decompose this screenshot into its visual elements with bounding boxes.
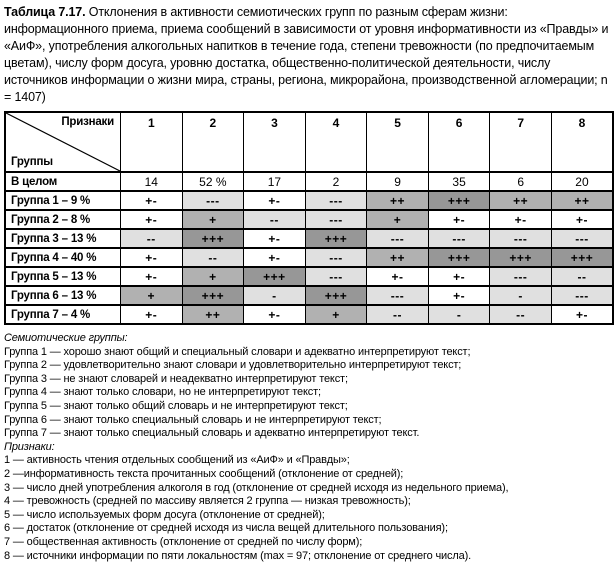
- deviation-cell: ++: [551, 191, 613, 210]
- column-header: 4: [305, 112, 367, 172]
- group-row: [5, 210, 613, 229]
- deviation-cell: ---: [305, 267, 367, 286]
- deviation-cell: +-: [428, 210, 490, 229]
- column-header: 3: [244, 112, 306, 172]
- deviation-cell: +-: [244, 248, 306, 267]
- deviation-cell: +: [367, 210, 429, 229]
- deviation-cell: --: [551, 267, 613, 286]
- deviation-cell: ---: [551, 229, 613, 248]
- deviation-cell: +-: [428, 267, 490, 286]
- deviation-cell: +-: [244, 229, 306, 248]
- deviation-cell: +-: [244, 191, 306, 210]
- groups-legend-list: [4, 346, 616, 441]
- deviation-cell: +-: [367, 267, 429, 286]
- overall-value-cell: 35: [428, 172, 490, 191]
- overall-value-cell: 14: [121, 172, 183, 191]
- deviation-cell: ---: [551, 286, 613, 305]
- deviation-cell: ---: [305, 248, 367, 267]
- legend-item: 3 — число дней употребления алкоголя в год (отклонение от средней исходя из недельного приема),: [4, 482, 616, 496]
- deviation-cell: ---: [367, 286, 429, 305]
- group-row: [5, 286, 613, 305]
- deviation-cell: --: [121, 229, 183, 248]
- caption-text: Отклонения в активности семиотических групп по разным сферам жизни: информационного приема, приема сообщений в зависимости от уровня информативности из «Правды» и «АиФ», употребления алкогольных напитков в течение года, степени тревожности (по предпочитаемым цветам), числу форм досуга, уровню достатка, общественно-политической деятельности, числу источников информации о жизни мира, страны, региона, микрорайона, производственной агломерации; n = 1407): [4, 5, 608, 104]
- deviation-cell: -: [428, 305, 490, 324]
- group-row: [5, 191, 613, 210]
- row-label: Группа 7 – 4 %: [5, 305, 121, 324]
- deviation-cell: ++: [367, 191, 429, 210]
- deviation-cell: --: [182, 248, 244, 267]
- deviation-cell: ---: [305, 191, 367, 210]
- row-label: Группа 1 – 9 %: [5, 191, 121, 210]
- deviation-cell: +++: [490, 248, 552, 267]
- overall-value-cell: 52 %: [182, 172, 244, 191]
- overall-value-cell: 17: [244, 172, 306, 191]
- legend-item: 6 — достаток (отклонение от средней исходя из числа вещей длительного пользования);: [4, 522, 616, 536]
- deviation-cell: +++: [182, 286, 244, 305]
- column-header: 2: [182, 112, 244, 172]
- deviation-cell: +-: [121, 210, 183, 229]
- deviation-cell: +: [305, 305, 367, 324]
- legend-item: Группа 7 — знают только специальный словарь и адекватно интерпретируют текст.: [4, 427, 616, 441]
- overall-row: [5, 172, 613, 191]
- deviation-cell: +-: [244, 305, 306, 324]
- legend-item: 4 — тревожность (средней по массиву является 2 группа — низкая тревожность);: [4, 495, 616, 509]
- deviation-cell: +++: [551, 248, 613, 267]
- overall-value-cell: 9: [367, 172, 429, 191]
- deviation-cell: +-: [121, 248, 183, 267]
- group-row: [5, 248, 613, 267]
- deviation-cell: +: [182, 267, 244, 286]
- deviation-cell: +-: [428, 286, 490, 305]
- legend-item: 8 — источники информации по пяти локальностям (max = 97; отклонение от среднего числа).: [4, 550, 616, 563]
- features-legend-heading: Признаки:: [4, 441, 616, 455]
- deviation-cell: -: [490, 286, 552, 305]
- column-header: 1: [121, 112, 183, 172]
- header-row: [5, 112, 613, 172]
- overall-value-cell: 20: [551, 172, 613, 191]
- row-label: Группа 3 – 13 %: [5, 229, 121, 248]
- corner-cell: [5, 112, 121, 172]
- column-header: 8: [551, 112, 613, 172]
- deviation-cell: +++: [305, 286, 367, 305]
- group-row: [5, 267, 613, 286]
- deviation-cell: +++: [244, 267, 306, 286]
- deviation-cell: +-: [551, 210, 613, 229]
- table-caption: [4, 4, 612, 106]
- legend-item: Группа 3 — не знают словарей и неадекватно интерпретируют текст;: [4, 373, 616, 387]
- table-body: [5, 172, 613, 324]
- legend-item: 1 — активность чтения отдельных сообщений из «АиФ» и «Правды»;: [4, 454, 616, 468]
- deviation-cell: +-: [490, 210, 552, 229]
- row-label: Группа 2 – 8 %: [5, 210, 121, 229]
- overall-value-cell: 6: [490, 172, 552, 191]
- corner-label-groups: Группы: [11, 156, 53, 168]
- group-row: [5, 305, 613, 324]
- row-label: Группа 4 – 40 %: [5, 248, 121, 267]
- deviation-cell: +++: [428, 191, 490, 210]
- row-label: Группа 5 – 13 %: [5, 267, 121, 286]
- deviation-cell: --: [367, 305, 429, 324]
- legend-item: 7 — общественная активность (отклонение от средней по числу форм);: [4, 536, 616, 550]
- legend-item: Группа 6 — знают только специальный словарь и не интерпретируют текст;: [4, 414, 616, 428]
- legend-item: Группа 4 — знают только словари, но не интерпретируют текст;: [4, 386, 616, 400]
- deviation-cell: +-: [551, 305, 613, 324]
- deviation-cell: +++: [428, 248, 490, 267]
- deviation-cell: ---: [367, 229, 429, 248]
- corner-label-features: Признаки: [61, 116, 114, 128]
- deviation-cell: +: [182, 210, 244, 229]
- legend-item: 2 —информативность текста прочитанных сообщений (отклонение от средней);: [4, 468, 616, 482]
- legend-item: Группа 1 — хорошо знают общий и специальный словари и адекватно интерпретируют текст;: [4, 346, 616, 360]
- deviation-cell: -: [244, 286, 306, 305]
- deviation-cell: ---: [305, 210, 367, 229]
- deviation-cell: +-: [121, 305, 183, 324]
- deviation-cell: --: [490, 305, 552, 324]
- groups-legend-heading: Семиотические группы:: [4, 332, 616, 346]
- legend-item: Группа 5 — знают только общий словарь и не интерпретируют текст;: [4, 400, 616, 414]
- row-label: Группа 6 – 13 %: [5, 286, 121, 305]
- deviation-cell: ++: [367, 248, 429, 267]
- deviation-cell: +: [121, 286, 183, 305]
- column-header: 5: [367, 112, 429, 172]
- footnotes: [4, 332, 616, 563]
- deviation-cell: +-: [121, 267, 183, 286]
- deviation-cell: ---: [182, 191, 244, 210]
- deviation-cell: ---: [490, 229, 552, 248]
- deviation-cell: ++: [490, 191, 552, 210]
- deviation-cell: +++: [182, 229, 244, 248]
- features-legend-list: [4, 454, 616, 563]
- column-header: 6: [428, 112, 490, 172]
- deviation-cell: +++: [305, 229, 367, 248]
- row-label: В целом: [5, 172, 121, 191]
- column-header: 7: [490, 112, 552, 172]
- legend-item: 5 — число используемых форм досуга (отклонение от средней);: [4, 509, 616, 523]
- deviation-cell: ++: [182, 305, 244, 324]
- overall-value-cell: 2: [305, 172, 367, 191]
- caption-number: Таблица 7.17.: [4, 5, 85, 19]
- group-row: [5, 229, 613, 248]
- deviation-cell: ---: [490, 267, 552, 286]
- semiotic-groups-table: [4, 111, 614, 325]
- deviation-cell: +-: [121, 191, 183, 210]
- legend-item: Группа 2 — удовлетворительно знают словари и удовлетворительно интерпретируют текст;: [4, 359, 616, 373]
- deviation-cell: --: [244, 210, 306, 229]
- deviation-cell: ---: [428, 229, 490, 248]
